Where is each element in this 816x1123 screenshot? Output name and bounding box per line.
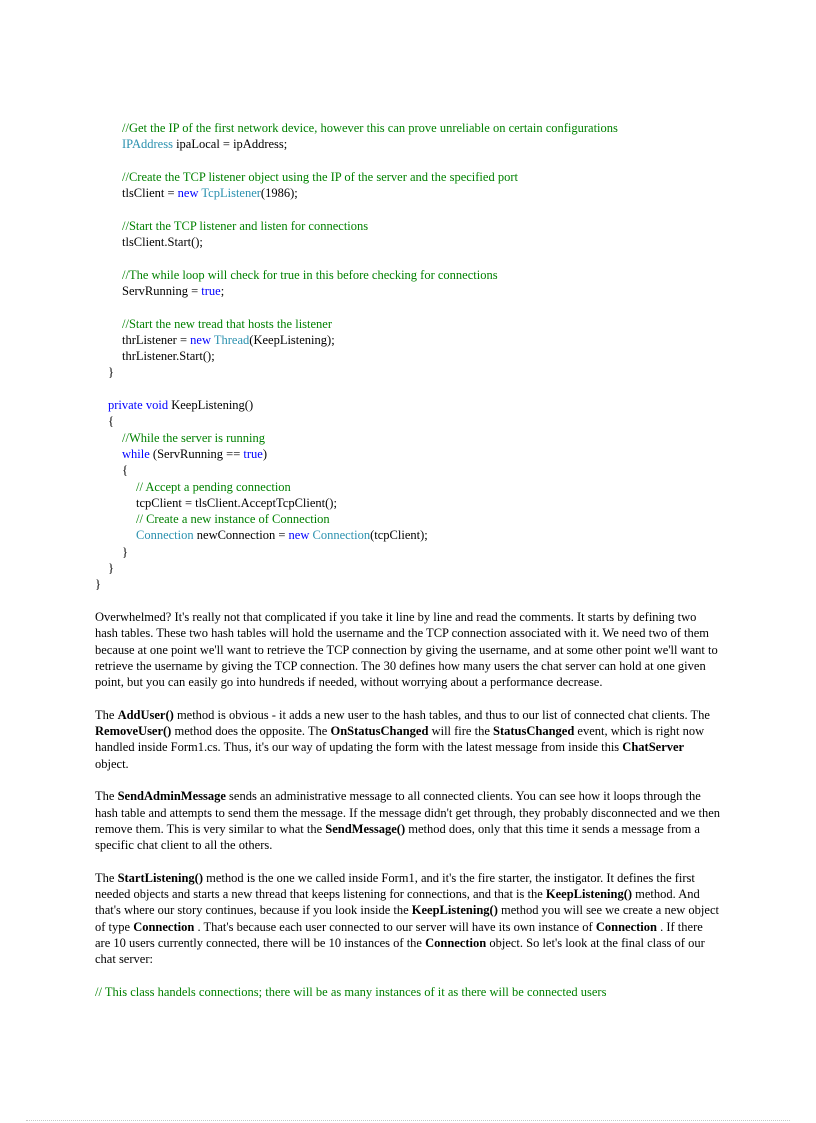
paragraph-sendadmin [95, 788, 720, 853]
paragraph-text: The [95, 789, 118, 804]
code-blank-line [0, 381, 816, 397]
connection-class-comment: // This class handels connections; there will be as many instances of it as there will be connected users [95, 984, 607, 999]
paragraph-text: The [95, 707, 118, 722]
code-blank-line [0, 250, 816, 266]
code-comment: //Get the IP of the first network device, however this can prove unreliable on certain configurations [122, 121, 618, 135]
code-line [0, 283, 816, 299]
code-text: ) [262, 446, 268, 461]
code-keyword: void [145, 398, 169, 413]
code-text: thrListener.Start(); [122, 349, 215, 364]
code-line [0, 495, 816, 511]
code-line [0, 364, 816, 380]
bold-term: StatusChanged [493, 724, 575, 739]
code-comment: // Create a new instance of Connection [136, 512, 330, 527]
code-line [0, 218, 816, 234]
code-text: } [108, 365, 114, 380]
bold-term: RemoveUser() [95, 724, 172, 739]
paragraph-text: sends an administrative message to all connected clients. You can see how it loops through the hash table and attempts to send them the message. If the message didn't get through, they probably disconnected and we then remove them. This is very similar to what the [95, 789, 720, 836]
bold-term: Connection [595, 919, 657, 934]
bold-term: AddUser() [117, 707, 174, 722]
code-text: (tcpClient); [370, 528, 428, 543]
code-block [0, 120, 816, 593]
code-keyword: new [190, 332, 211, 347]
paragraph-overview [95, 609, 720, 690]
paragraph-text: method does the opposite. The [171, 724, 331, 739]
paragraph-text: object. [95, 756, 129, 771]
code-text: thrListener = [122, 332, 191, 347]
bold-term: SendMessage() [325, 821, 406, 836]
code-text: } [95, 577, 101, 592]
code-line [0, 316, 816, 332]
code-type: Connection [136, 528, 194, 543]
code-line [0, 511, 816, 527]
bold-term: KeepListening() [411, 903, 498, 918]
paragraph-adduser [95, 707, 720, 772]
code-line [0, 267, 816, 283]
code-line [0, 560, 816, 576]
code-lines [0, 120, 816, 593]
code-line [0, 185, 816, 201]
bold-term: KeepListening() [545, 887, 633, 902]
bold-term: Connection [425, 935, 487, 950]
bold-term: OnStatusChanged [330, 724, 429, 739]
code-comment: // Accept a pending connection [136, 479, 291, 494]
code-text: } [108, 561, 114, 576]
paragraph-text: method is obvious - it adds a new user to the hash tables, and thus to our list of connected chat clients. The [173, 707, 710, 722]
code-blank-line [0, 201, 816, 217]
code-keyword: new [288, 528, 310, 543]
paragraph-text: event, which is right now handled inside Form1.cs. Thus, it's our way of updating the form with the latest message from inside this [95, 724, 705, 755]
code-keyword: true [243, 446, 263, 461]
paragraph-text: method. And that's where our story continues, because if you look inside the [95, 887, 700, 918]
bold-term: StartListening() [117, 870, 203, 885]
code-line [0, 120, 816, 136]
code-type: IPAddress [122, 137, 173, 152]
code-blank-line [0, 153, 816, 169]
code-keyword: new [177, 186, 199, 201]
code-text: ; [220, 283, 225, 298]
paragraph-text: The [95, 870, 118, 885]
paragraph-text: will fire the [428, 724, 494, 739]
code-type: TcpListener [201, 186, 261, 201]
code-comment: //The while loop will check for true in this before checking for connections [122, 267, 498, 282]
paragraph-text: Overwhelmed? It's really not that complicated if you take it line by line and read the comments. It starts by defining two hash tables. These two hash tables will hold the username and the TCP connection associated with it. We need two of them because at one point we'll want to retrieve the TCP connection by giving the username, and at some other point we'll want to retrieve the username by giving the TCP connection. The 30 defines how many users the chat server can hold at one given point, but you can easily go into hundreds if needed, without worrying about a performance decrease. [95, 610, 718, 690]
bold-term: SendAdminMessage [117, 789, 226, 804]
code-line [0, 397, 816, 413]
paragraph-text: method does, only that this time it sends a message from a specific chat client to all the others. [95, 821, 700, 853]
code-comment: //Create the TCP listener object using the IP of the server and the specified port [122, 169, 518, 184]
prose-section [95, 609, 720, 1016]
code-comment: //Start the TCP listener and listen for connections [122, 218, 369, 233]
code-line [0, 348, 816, 364]
code-keyword: true [201, 283, 221, 298]
code-text: ServRunning = [122, 283, 202, 298]
code-type: Connection [312, 528, 371, 543]
code-line [0, 234, 816, 250]
code-text: (KeepListening); [249, 332, 335, 347]
code-text: } [122, 544, 128, 559]
code-text: tlsClient = [122, 186, 178, 201]
code-comment: //While the server is running [122, 430, 266, 445]
code-text: tcpClient = tlsClient.AcceptTcpClient(); [136, 495, 337, 510]
paragraph-text: object. So let's look at the final class of our chat server: [95, 935, 705, 967]
code-text: KeepListening() [168, 398, 254, 413]
bold-term: ChatServer [622, 740, 685, 755]
code-line [0, 169, 816, 185]
code-text: { [108, 414, 114, 429]
code-line [0, 462, 816, 478]
code-text: (ServRunning == [149, 446, 244, 461]
code-blank-line [0, 299, 816, 315]
code-text: { [122, 463, 128, 478]
code-text: (1986); [260, 186, 298, 201]
code-line [0, 446, 816, 462]
code-text: ipaLocal = ipAddress; [172, 137, 288, 152]
code-line [0, 430, 816, 446]
code-keyword: while [122, 446, 150, 461]
code-comment: //Start the new tread that hosts the listener [122, 316, 333, 331]
code-line [0, 479, 816, 495]
code-line [0, 527, 816, 543]
code-line [0, 413, 816, 429]
code-line [0, 332, 816, 348]
code-keyword: private [108, 398, 143, 413]
code-type: Thread [213, 332, 250, 347]
code-line [0, 136, 816, 152]
paragraph-text: . If there are 10 users currently connected, there will be 10 instances of the [95, 919, 703, 950]
code-text: tlsClient.Start(); [122, 235, 203, 250]
paragraph-text: method you will see we create a new object of type [95, 903, 719, 934]
bold-term: Connection [133, 919, 195, 934]
code-text: newConnection = [193, 528, 289, 543]
paragraph-text: . That's because each user connected to our server will have its own instance of [194, 919, 596, 934]
code-line [0, 576, 816, 592]
code-line [0, 544, 816, 560]
paragraph-startlistening [95, 870, 720, 968]
paragraph-text: method is the one we called inside Form1, and it's the fire starter, the instigator. It defines the first needed objects and starts a new thread that keeps listening for connections, and that is the [95, 870, 695, 902]
page-bottom-divider [26, 1120, 790, 1121]
